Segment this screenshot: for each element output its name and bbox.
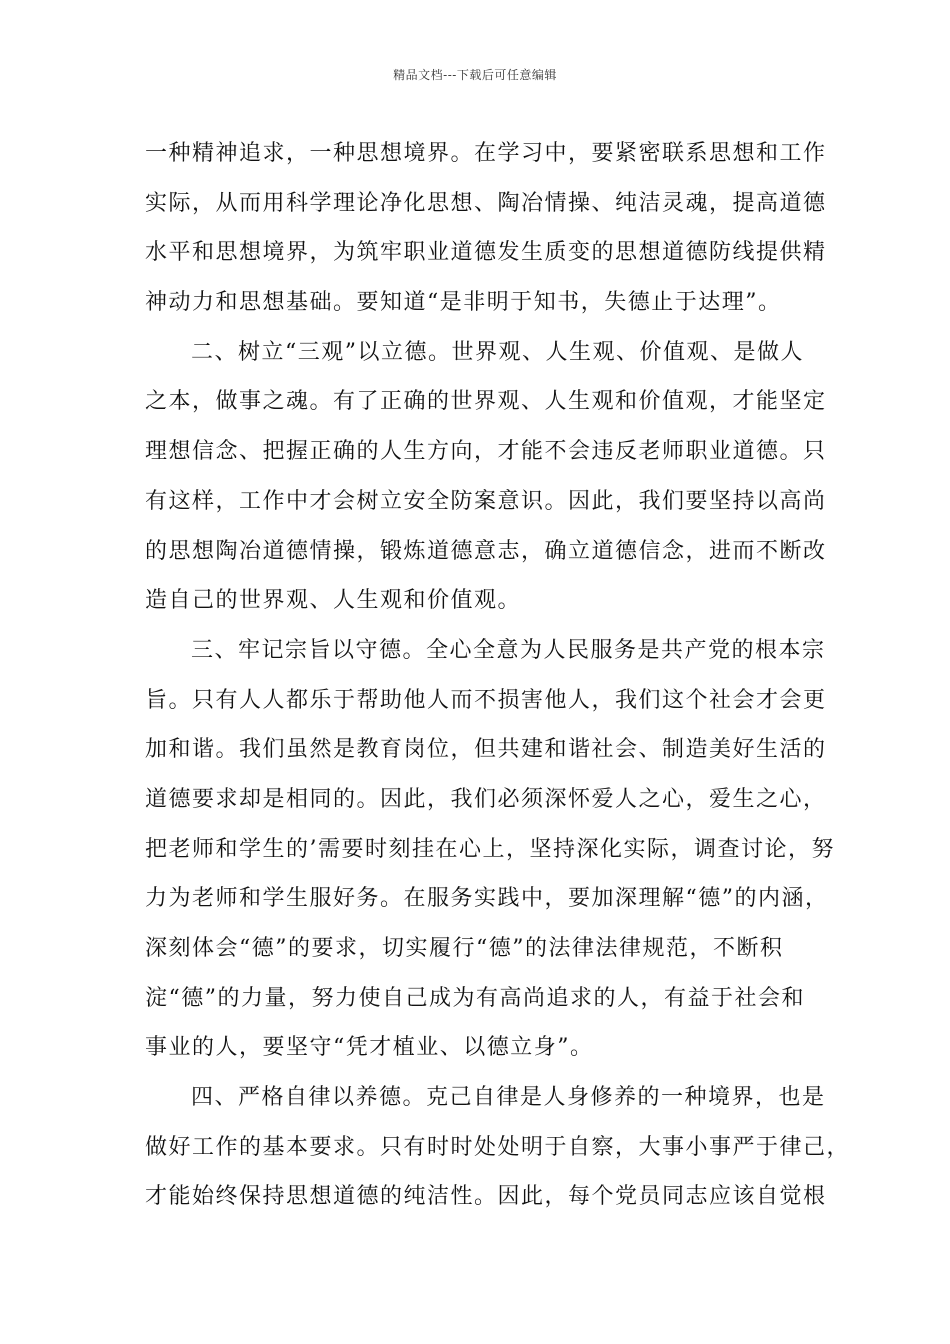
text-line: 才能始终保持思想道德的纯洁性。因此，每个党员同志应该自觉根 [145,1184,827,1210]
text-line: 神动力和思想基础。要知道“是非明于知书，失德止于达理”。 [145,290,782,316]
paragraph-start-line: 四、严格自律以养德。克己自律是人身修养的一种境界，也是 [191,1085,826,1111]
text-line: 加和谐。我们虽然是教育岗位，但共建和谐社会、制造美好生活的 [145,737,827,763]
text-line: 有这样，工作中才会树立安全防案意识。因此，我们要坚持以高尚 [145,488,827,514]
text-line: 道德要求却是相同的。因此，我们必须深怀爱人之心，爱生之心， [145,786,827,812]
text-line: 做好工作的基本要求。只有时时处处明于自察，大事小事严于律己， [145,1134,851,1160]
text-line: 的思想陶冶道德情操，锻炼道德意志，确立道德信念，进而不断改 [145,538,827,564]
text-line: 旨。只有人人都乐于帮助他人而不损害他人，我们这个社会才会更 [145,687,827,713]
text-line: 之本，做事之魂。有了正确的世界观、人生观和价值观，才能坚定 [145,389,827,415]
text-line: 水平和思想境界，为筑牢职业道德发生质变的思想道德防线提供精 [145,240,827,266]
page-header: 精品文档---下载后可任意编辑 [393,68,557,82]
text-line: 理想信念、把握正确的人生方向，才能不会违反老师职业道德。只 [145,439,827,465]
text-line: 造自己的世界观、人生观和价值观。 [145,588,522,614]
text-line: 淀“德”的力量，努力使自己成为有高尚追求的人，有益于社会和 [145,985,805,1011]
document-body [145,129,851,1222]
text-line: 把老师和学生的’需要时刻挂在心上，坚持深化实际，调查讨论，努 [145,836,835,862]
paragraph-start-line: 三、牢记宗旨以守德。全心全意为人民服务是共产党的根本宗 [191,637,826,663]
text-line: 事业的人，要坚守“凭才植业、以德立身”。 [145,1035,594,1061]
text-line: 力为老师和学生服好务。在服务实践中，要加深理解“德”的内涵， [145,886,829,912]
text-line: 实际，从而用科学理论净化思想、陶冶情操、纯洁灵魂，提高道德 [145,190,827,216]
text-line: 一种精神追求，一种思想境界。在学习中，要紧密联系思想和工作 [145,141,827,166]
paragraph-start-line: 二、树立“三观”以立德。世界观、人生观、价值观、是做人 [191,339,804,365]
text-line: 深刻体会“德”的要求，切实履行“德”的法律法律规范，不断积 [145,936,784,961]
